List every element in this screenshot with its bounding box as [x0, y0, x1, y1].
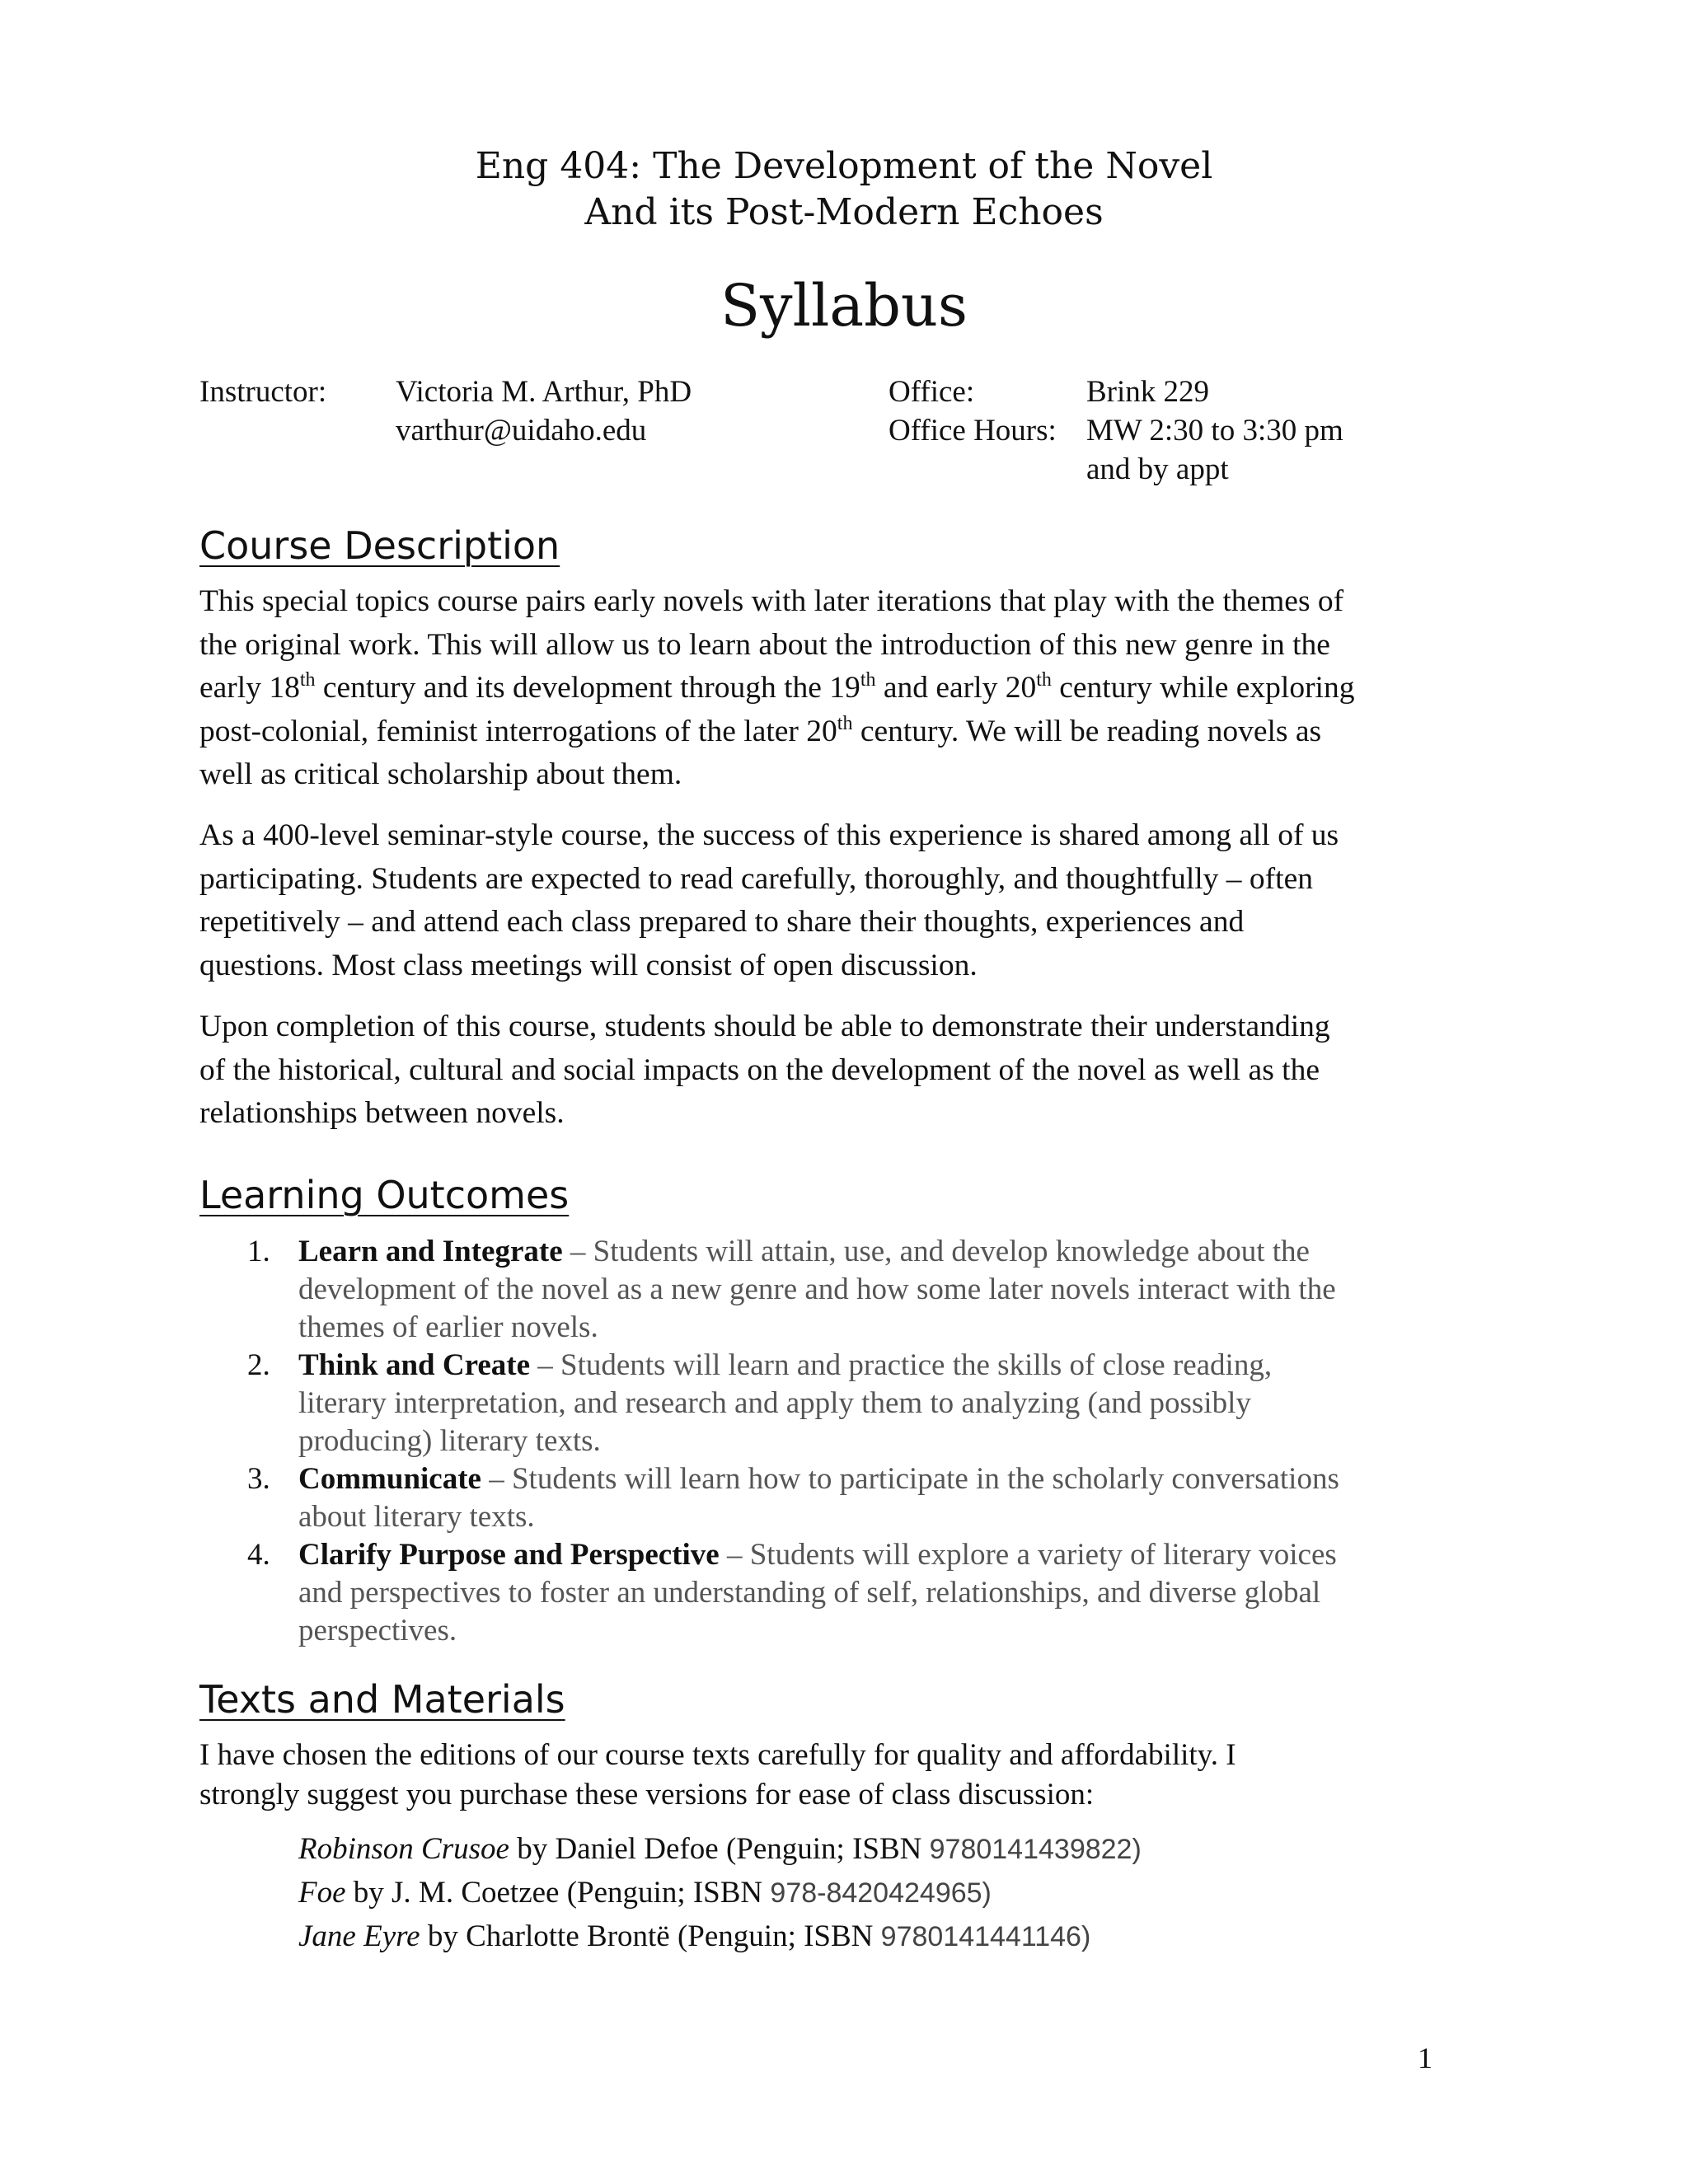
course-description-paragraph-2 [199, 814, 1452, 987]
book-details: by Daniel Defoe (Penguin; ISBN [509, 1832, 930, 1866]
book-isbn: 9780141439822) [929, 1834, 1142, 1865]
outcome-text: about literary texts. [298, 1500, 535, 1534]
text-line [199, 667, 1452, 710]
text-line: participating. Students are expected to read carefully, thoroughly, and thoughtfully – often [199, 861, 1313, 896]
course-title: Eng 404: The Development of the Novel [475, 145, 1213, 187]
learning-outcomes-list [199, 1233, 1461, 1650]
office-hours-value: MW 2:30 to 3:30 pm [1086, 414, 1343, 448]
list-item [199, 1347, 1461, 1460]
list-number: 4. [247, 1538, 270, 1572]
office-hours-label: Office Hours: [889, 414, 1057, 448]
text-line [199, 710, 1452, 754]
instructor-label: Instructor: [199, 375, 327, 409]
text-line: relationships between novels. [199, 1096, 565, 1130]
list-number: 3. [247, 1462, 270, 1496]
text-span: century while exploring [1051, 671, 1355, 705]
outcome-text: – Students will learn how to participate in the scholarly conversations [481, 1462, 1339, 1496]
book-isbn: 9780141441146) [880, 1921, 1091, 1952]
text-line [298, 1233, 1461, 1271]
book-entry [298, 1830, 1142, 1869]
learning-outcomes-heading: Learning Outcomes [199, 1173, 570, 1217]
book-title: Jane Eyre [298, 1919, 420, 1953]
book-title: Robinson Crusoe [298, 1832, 509, 1866]
superscript: th [299, 669, 316, 691]
text-line: well as critical scholarship about them. [199, 757, 682, 791]
office-hours-extra: and by appt [1086, 452, 1229, 486]
outcome-title: Think and Create [298, 1348, 530, 1382]
book-entry [298, 1917, 1090, 1957]
text-span: early 18 [199, 671, 300, 705]
text-line: Upon completion of this course, students should be able to demonstrate their understanding [199, 1010, 1330, 1043]
outcome-text: – Students will attain, use, and develop knowledge about the [562, 1235, 1310, 1268]
outcome-text: – Students will explore a variety of literary voices [719, 1538, 1337, 1572]
list-number: 1. [247, 1235, 270, 1268]
text-line [298, 1347, 1461, 1385]
book-details: by J. M. Coetzee (Penguin; ISBN [345, 1876, 771, 1910]
text-line [298, 1460, 1461, 1498]
page-number: 1 [1418, 2041, 1432, 2074]
book-title: Foe [298, 1876, 346, 1910]
text-line: questions. Most class meetings will consist of open discussion. [199, 948, 978, 982]
office-value: Brink 229 [1086, 375, 1210, 409]
text-span: and early 20 [875, 671, 1037, 705]
outcome-text: – Students will learn and practice the skills of close reading, [530, 1348, 1273, 1382]
outcome-text: literary interpretation, and research and apply them to analyzing (and possibly [298, 1386, 1251, 1420]
texts-intro-line-2: strongly suggest you purchase these versions for ease of class discussion: [199, 1778, 1095, 1811]
text-span: century and its development through the 19 [315, 671, 860, 705]
outcome-text: themes of earlier novels. [298, 1310, 598, 1344]
superscript: th [1036, 669, 1052, 691]
outcome-text: development of the novel as a new genre and how some later novels interact with the [298, 1272, 1336, 1306]
texts-intro-line-1: I have chosen the editions of our course texts carefully for quality and affordability. I [199, 1738, 1236, 1772]
instructor-email: varthur@uidaho.edu [396, 414, 647, 448]
superscript: th [837, 712, 853, 734]
text-line: As a 400-level seminar-style course, the success of this experience is shared among all of us [199, 818, 1339, 852]
texts-materials-heading: Texts and Materials [199, 1677, 565, 1722]
text-line: repetitively – and attend each class prepared to share their thoughts, experiences and [199, 905, 1245, 939]
document-title: Syllabus [720, 272, 968, 340]
office-label: Office: [889, 375, 975, 409]
course-description-paragraph-3 [199, 1005, 1452, 1136]
list-item [199, 1460, 1461, 1536]
instructor-name: Victoria M. Arthur, PhD [396, 375, 692, 409]
text-span: post-colonial, feminist interrogations of the later 20 [199, 714, 837, 748]
list-item [199, 1233, 1461, 1347]
list-item [199, 1536, 1461, 1650]
text-line [298, 1536, 1461, 1574]
text-line: the original work. This will allow us to learn about the introduction of this new genre in the [199, 627, 1330, 662]
superscript: th [860, 669, 876, 691]
book-isbn: 978-8420424965) [770, 1877, 992, 1909]
list-number: 2. [247, 1348, 270, 1382]
course-description-heading: Course Description [199, 523, 560, 568]
book-details: by Charlotte Brontë (Penguin; ISBN [420, 1919, 881, 1953]
outcome-title: Clarify Purpose and Perspective [298, 1538, 720, 1572]
outcome-text: perspectives. [298, 1614, 457, 1647]
outcome-title: Learn and Integrate [298, 1235, 563, 1268]
course-description-paragraph-1 [199, 580, 1452, 797]
text-line: This special topics course pairs early novels with later iterations that play with the themes of [199, 584, 1344, 618]
outcome-text: and perspectives to foster an understanding of self, relationships, and diverse global [298, 1576, 1321, 1610]
book-entry [298, 1873, 992, 1913]
outcome-title: Communicate [298, 1462, 481, 1496]
course-subtitle: And its Post-Modern Echoes [584, 191, 1104, 233]
text-line: of the historical, cultural and social impacts on the development of the novel as well as the [199, 1052, 1320, 1087]
outcome-text: producing) literary texts. [298, 1424, 601, 1458]
text-span: century. We will be reading novels as [852, 714, 1322, 748]
